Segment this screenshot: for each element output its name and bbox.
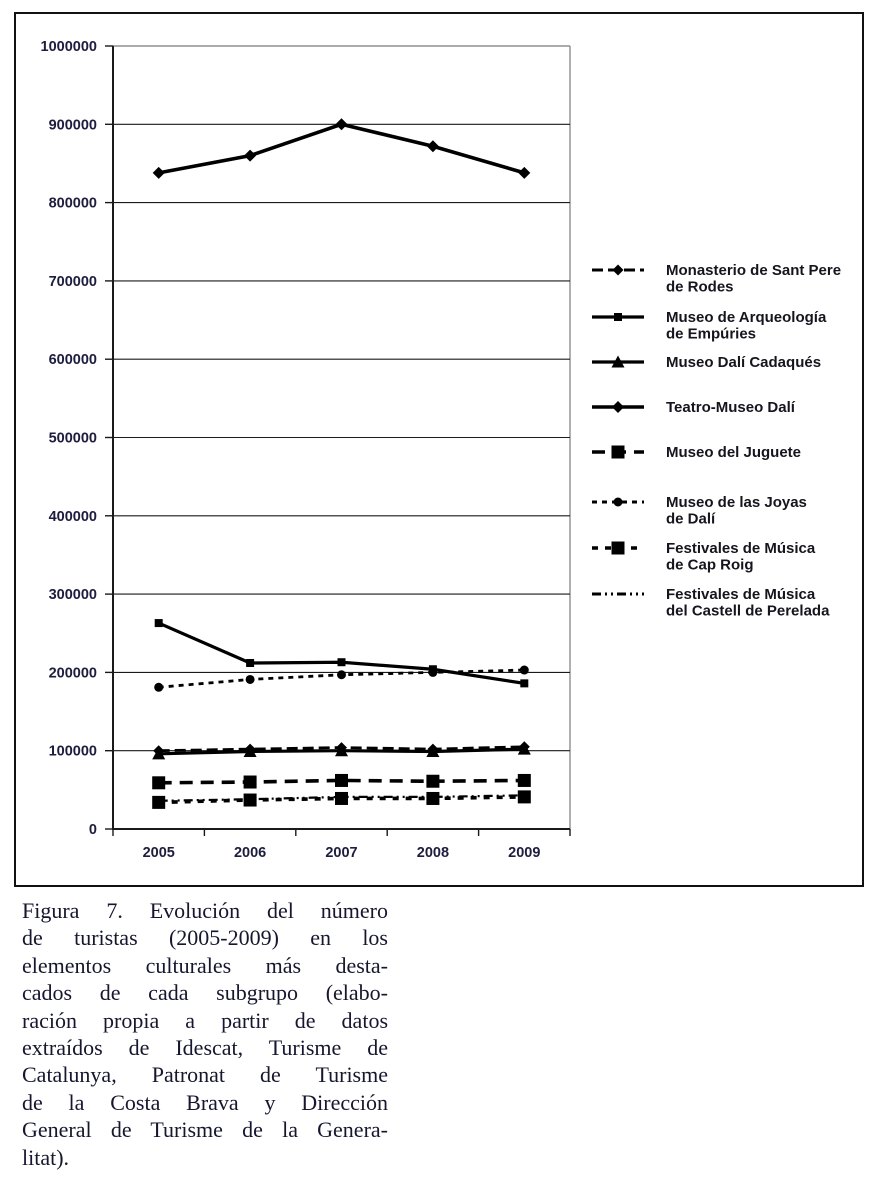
series-marker-museo-de-arqueolog-a-de-emp-ries	[520, 679, 528, 687]
legend-label-monasterio-de-sant-pere-de-rodes: de Rodes	[666, 278, 734, 296]
series-marker-museo-de-arqueolog-a-de-emp-ries	[429, 665, 437, 673]
legend-marker-museo-de-las-joyas-de-dal	[614, 498, 623, 507]
y-tick-label: 1000000	[40, 39, 97, 55]
series-marker-festivales-de-m-sica-de-cap-roig	[335, 792, 348, 805]
legend-label-museo-de-las-joyas-de-dal: Museo de las Joyas	[666, 494, 807, 511]
series-marker-museo-de-las-joyas-de-dal	[337, 670, 346, 679]
legend-marker-teatro-museo-dal	[612, 401, 624, 413]
series-marker-teatro-museo-dal	[153, 167, 165, 179]
legend-label-festivales-de-m-sica-de-cap-roig: de Cap Roig	[666, 556, 754, 574]
chart-figure	[14, 12, 864, 887]
series-marker-museo-de-arqueolog-a-de-emp-ries	[338, 658, 346, 666]
caption-line: de la Costa Brava y Dirección	[22, 1089, 388, 1115]
series-marker-festivales-de-m-sica-de-cap-roig	[426, 792, 439, 805]
legend-marker-museo-de-arqueolog-a-de-emp-ries	[614, 313, 622, 321]
series-marker-museo-del-juguete	[335, 774, 348, 787]
series-marker-museo-de-arqueolog-a-de-emp-ries	[155, 619, 163, 627]
caption-line: Figura 7. Evolución del número	[22, 898, 388, 923]
series-marker-museo-del-juguete	[426, 775, 439, 788]
legend-marker-festivales-de-m-sica-de-cap-roig	[612, 542, 625, 555]
y-tick-label: 800000	[48, 195, 97, 212]
legend-label-festivales-de-m-sica-de-cap-roig: Festivales de Música	[666, 540, 816, 557]
caption-line: elementos culturales más desta-	[22, 952, 388, 978]
series-marker-teatro-museo-dal	[427, 140, 439, 152]
legend-marker-museo-del-juguete	[612, 446, 625, 459]
series-marker-museo-de-las-joyas-de-dal	[246, 675, 255, 684]
y-tick-label: 200000	[48, 665, 97, 682]
series-marker-festivales-de-m-sica-de-cap-roig	[518, 790, 531, 803]
legend-label-museo-del-juguete: Museo del Juguete	[666, 444, 802, 461]
series-marker-museo-del-juguete	[518, 774, 531, 787]
series-marker-teatro-museo-dal	[336, 118, 348, 130]
caption-line: cados de cada subgrupo (elabo-	[22, 980, 388, 1006]
x-tick-label: 2009	[508, 845, 541, 861]
x-tick-label: 2007	[325, 845, 358, 861]
y-tick-label: 100000	[48, 743, 97, 760]
y-tick-label: 500000	[48, 430, 97, 447]
figure-caption	[22, 897, 388, 1171]
line-chart	[16, 14, 862, 885]
x-tick-label: 2005	[142, 845, 175, 861]
caption-line: extraídos de Idescat, Turisme de	[22, 1035, 388, 1061]
caption-line: ración propia a partir de datos	[22, 1007, 388, 1033]
series-marker-museo-de-las-joyas-de-dal	[520, 666, 529, 675]
series-marker-museo-del-juguete	[244, 776, 257, 789]
legend-label-monasterio-de-sant-pere-de-rodes: Monasterio de Sant Pere	[666, 262, 842, 279]
series-marker-museo-del-juguete	[152, 776, 165, 789]
legend-label-museo-de-las-joyas-de-dal: de Dalí	[666, 510, 716, 528]
legend-label-museo-de-arqueolog-a-de-emp-ries: Museo de Arqueología	[666, 309, 827, 326]
series-marker-teatro-museo-dal	[518, 167, 530, 179]
caption-line: Catalunya, Patronat de Turisme	[22, 1062, 388, 1088]
series-line-teatro-museo-dal	[159, 124, 525, 173]
series-marker-festivales-de-m-sica-de-cap-roig	[244, 794, 257, 807]
series-marker-teatro-museo-dal	[244, 150, 256, 162]
series-marker-museo-de-las-joyas-de-dal	[154, 683, 163, 692]
legend-label-museo-dal-cadaqu-s: Museo Dalí Cadaqués	[666, 354, 822, 371]
caption-line: General de Turisme de la Genera-	[22, 1117, 388, 1143]
legend-label-festivales-de-m-sica-del-castell-de-perelada: del Castell de Perelada	[666, 602, 830, 620]
caption-line: de turistas (2005-2009) en los	[22, 925, 388, 951]
legend-marker-monasterio-de-sant-pere-de-rodes	[613, 265, 624, 276]
y-tick-label: 600000	[48, 352, 97, 369]
x-tick-label: 2008	[416, 845, 450, 861]
x-tick-label: 2006	[233, 845, 267, 861]
y-tick-label: 900000	[48, 117, 97, 134]
y-tick-label: 400000	[48, 508, 97, 525]
series-marker-museo-de-arqueolog-a-de-emp-ries	[246, 659, 254, 667]
legend-label-teatro-museo-dal: Teatro-Museo Dalí	[666, 399, 795, 416]
series-marker-festivales-de-m-sica-de-cap-roig	[152, 796, 165, 809]
y-tick-label: 700000	[48, 273, 97, 290]
legend-label-museo-de-arqueolog-a-de-emp-ries: de Empúries	[666, 325, 757, 343]
y-tick-label: 0	[88, 822, 97, 838]
y-tick-label: 300000	[48, 587, 97, 604]
legend-label-festivales-de-m-sica-del-castell-de-perelada: Festivales de Música	[666, 586, 816, 603]
caption-line: litat).	[22, 1144, 70, 1170]
